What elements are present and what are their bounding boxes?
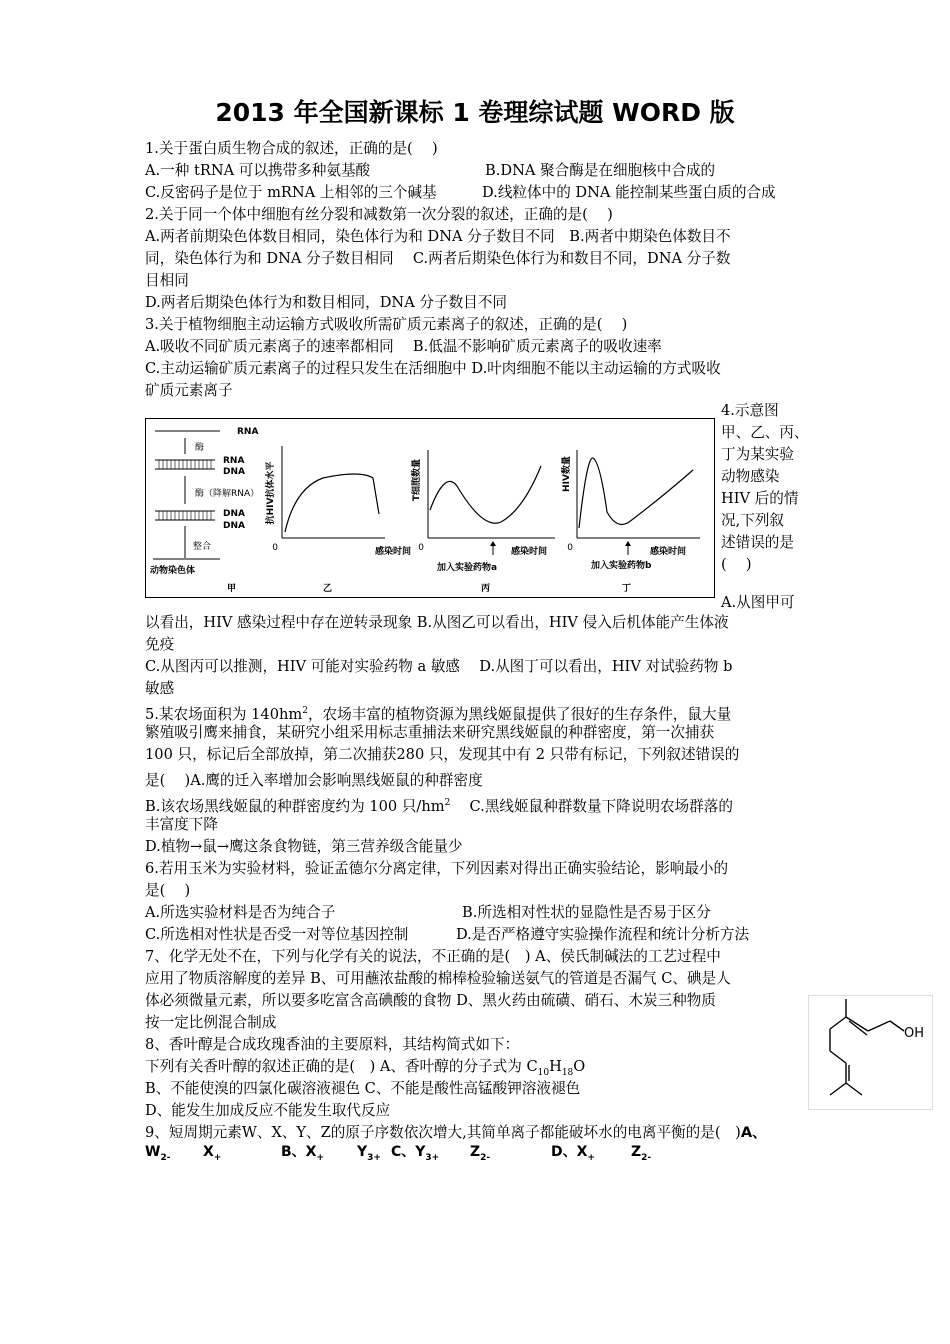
q8-line-1: 8、香叶醇是合成玫瑰香油的主要原料，其结构简式如下： xyxy=(145,1036,520,1053)
q4-side-line: A.从图甲可 xyxy=(721,594,795,611)
yi-ylabel: 抗HIV抗体水平 xyxy=(266,461,276,525)
q3-line-3: 矿质元素离子 xyxy=(145,382,233,399)
jia-panel-label: 甲 xyxy=(227,584,237,594)
q4-side-line: 甲、乙、丙、 xyxy=(721,424,809,441)
q4-line-1: 以看出，HIV 感染过程中存在逆转录现象 B.从图乙可以看出，HIV 侵入后机体能产生体液 xyxy=(145,614,729,631)
q6-option-a: A.所选实验材料是否为纯合子 xyxy=(145,904,336,921)
bing-panel-label: 丙 xyxy=(481,584,491,594)
bing-origin: 0 xyxy=(418,543,424,553)
q4-side-line: 动物感染 xyxy=(721,468,780,485)
bing-curve xyxy=(430,466,541,523)
panel-yi xyxy=(264,446,411,594)
q8-sub-c: 10 xyxy=(537,1067,550,1078)
q2-line-2: 同，染色体行为和 DNA 分子数目相同 C.两者后期染色体行为和数目不同，DNA 分子数 xyxy=(145,250,731,267)
jia-double-dna xyxy=(155,511,215,520)
jia-enzyme-label: 酶 xyxy=(195,443,205,453)
q8-o: O xyxy=(573,1058,586,1075)
q7-line-3: 体必须微量元素，所以要多吃富含高碘酸的食物 D、黑火药由硫磺、硝石、木炭三种物质 xyxy=(145,992,716,1009)
q5-line-2: 繁殖吸引鹰来捕食，某研究小组采用标志重捕法来研究黑线姬鼠的种群密度，第一次捕获 xyxy=(145,724,715,741)
q4-side-line: 述错误的是 xyxy=(721,534,794,551)
q5-line-5 xyxy=(145,793,733,817)
bing-xlabel: 感染时间 xyxy=(511,547,548,557)
panel-jia xyxy=(150,427,259,594)
panel-ding xyxy=(560,450,700,594)
bing-drug-label: 加入实验药物a xyxy=(437,563,498,573)
q3-line-1: A.吸收不同矿质元素离子的速率都相同 B.低温不影响矿质元素离子的吸收速率 xyxy=(145,338,662,355)
page-title: 2013 年全国新课标 1 卷理综试题 WORD 版 xyxy=(215,98,735,127)
geraniol-skeleton xyxy=(830,999,904,1095)
q1-option-a: A.一种 tRNA 可以携带多种氨基酸 xyxy=(145,162,371,179)
q5-line-1a: 5.某农场面积为 140hm xyxy=(145,705,303,723)
q9-option-a-prefix: A、 xyxy=(740,1124,767,1141)
q5-line-3: 100 只，标记后全部放掉，第二次捕获280 只，发现其中有 2 只带有标记，下列叙述错误的 xyxy=(145,746,740,763)
q6-option-d: D.是否严格遵守实验操作流程和统计分析方法 xyxy=(456,926,750,943)
q1-option-d: D.线粒体中的 DNA 能控制某些蛋白质的合成 xyxy=(482,184,776,201)
q9-ion: X+ xyxy=(203,1144,222,1163)
q6-option-c: C.所选相对性状是否受一对等位基因控制 xyxy=(145,926,409,943)
q5-unit-sup: 2 xyxy=(302,706,308,716)
q4-line-2: 免疫 xyxy=(145,636,175,653)
yi-xlabel: 感染时间 xyxy=(375,547,412,557)
bing-ylabel: T细胞数量 xyxy=(412,458,422,502)
q1-option-b: B.DNA 聚合酶是在细胞核中合成的 xyxy=(485,162,716,179)
q5-line-5a: B.该农场黑线姬鼠的种群密度约为 100 只/hm xyxy=(145,797,445,815)
jia-rna-label-2: RNA xyxy=(223,456,245,466)
q6-option-b: B.所选相对性状的显隐性是否易于区分 xyxy=(462,904,711,921)
geraniol-structure xyxy=(808,995,933,1110)
yi-origin: 0 xyxy=(272,543,278,553)
q9-ion: Y3+ xyxy=(357,1144,381,1163)
jia-integrate-label: 整合 xyxy=(193,542,212,552)
q1-stem: 1.关于蛋白质生物合成的叙述，正确的是( ) xyxy=(145,140,438,157)
q4-side-line: 丁为某实验 xyxy=(721,446,794,463)
q4-line-3: C.从图丙可以推测，HIV 可能对实验药物 a 敏感 D.从图丁可以看出，HIV 对试验药物 b xyxy=(145,658,733,675)
q2-line-3: 目相同 xyxy=(145,272,189,289)
oh-label: OH xyxy=(904,1026,925,1041)
q8-sub-h: 18 xyxy=(561,1067,574,1078)
q4-side-line: ( ) xyxy=(721,556,752,573)
q6-line-1: 6.若用玉米为实验材料，验证孟德尔分离定律，下列因素对得出正确实验结论，影响最小的 xyxy=(145,860,729,877)
q7-line-1: 7、化学无处不在，下列与化学有关的说法，不正确的是( ) A、侯氏制碱法的工艺过程中 xyxy=(145,948,721,965)
q9-ion: B、X+ xyxy=(281,1144,325,1163)
q4-line-4: 敏感 xyxy=(145,680,175,697)
q5-line-6: 丰富度下降 xyxy=(145,816,218,833)
jia-rna-dna-hybrid xyxy=(155,460,215,469)
q2-line-4: D.两者后期染色体行为和数目相同，DNA 分子数目不同 xyxy=(145,294,507,311)
q8-h: H xyxy=(549,1058,562,1075)
q9-line-1 xyxy=(145,1123,767,1143)
yi-curve xyxy=(285,474,379,532)
q1-option-c: C.反密码子是位于 mRNA 上相邻的三个碱基 xyxy=(145,184,437,201)
q3-stem: 3.关于植物细胞主动运输方式吸收所需矿质元素离子的叙述，正确的是( ) xyxy=(145,316,628,333)
q5-line-1b: ，农场丰富的植物资源为黑线姬鼠提供了很好的生存条件，鼠大量 xyxy=(307,705,732,723)
q3-line-2: C.主动运输矿质元素离子的过程只发生在活细胞中 D.叶肉细胞不能以主动运输的方式吸收 xyxy=(145,360,721,377)
q4-side-line: HIV 后的情 xyxy=(721,490,799,507)
q8-line-2a: 下列有关香叶醇的叙述正确的是( ) A、香叶醇的分子式为 C xyxy=(145,1058,538,1075)
jia-chromosome-label: 动物染色体 xyxy=(150,566,196,576)
q9-ion: W2- xyxy=(145,1144,171,1163)
ding-origin: 0 xyxy=(567,543,573,553)
jia-dna-label-2: DNA xyxy=(223,509,245,519)
q4-figure xyxy=(145,418,715,598)
q4-side-line: 4.示意图 xyxy=(721,402,779,419)
q5-line-4: 是( )A.鹰的迁入率增加会影响黑线姬鼠的种群密度 xyxy=(145,772,483,789)
q7-line-2: 应用了物质溶解度的差异 B、可用蘸浓盐酸的棉棒检验输送氨气的管道是否漏气 C、碘是人 xyxy=(145,970,731,987)
ding-panel-label: 丁 xyxy=(622,584,632,594)
q9-ion: C、Y3+ xyxy=(391,1144,440,1163)
jia-rna-label: RNA xyxy=(237,427,259,437)
q5-line-1 xyxy=(145,701,731,725)
ding-drug-label: 加入实验药物b xyxy=(591,561,652,571)
ding-xlabel: 感染时间 xyxy=(650,547,687,557)
q4-side-line: 况,下列叙 xyxy=(721,512,785,529)
jia-dna-label-1: DNA xyxy=(223,467,245,477)
q9-ion: D、X+ xyxy=(551,1144,595,1163)
q9-ion: Z2- xyxy=(631,1144,652,1163)
q2-line-1: A.两者前期染色体数目相同，染色体行为和 DNA 分子数目不同 B.两者中期染色体数目不 xyxy=(145,228,731,245)
q5-unit-sup-2: 2 xyxy=(444,798,451,808)
q9-ion: Z2- xyxy=(470,1144,491,1163)
q9-stem: 9、短周期元素W、X、Y、Z的原子序数依次增大,其简单离子都能破坏水的电离平衡的是( ) xyxy=(145,1124,741,1141)
yi-panel-label: 乙 xyxy=(323,584,333,594)
jia-dna-label-3: DNA xyxy=(223,521,245,531)
ding-ylabel: HIV数量 xyxy=(562,456,572,492)
ding-curve xyxy=(579,458,693,528)
q5-line-5b: C.黑线姬鼠种群数量下降说明农场群落的 xyxy=(450,797,733,815)
q2-stem: 2.关于同一个体中细胞有丝分裂和减数第一次分裂的叙述，正确的是( ) xyxy=(145,206,613,223)
panel-bing xyxy=(410,450,555,594)
q6-line-2: 是( ) xyxy=(145,882,191,899)
q7-line-4: 按一定比例混合制成 xyxy=(145,1014,277,1031)
q8-line-3: B、不能使溴的四氯化碳溶液褪色 C、不能是酸性高锰酸钾溶液褪色 xyxy=(145,1080,581,1097)
jia-enzyme2-label: 酶（降解RNA） xyxy=(195,489,260,499)
q8-line-4: D、能发生加成反应不能发生取代反应 xyxy=(145,1102,391,1119)
q5-line-7: D.植物→鼠→鹰这条食物链，第三营养级含能量少 xyxy=(145,838,463,855)
